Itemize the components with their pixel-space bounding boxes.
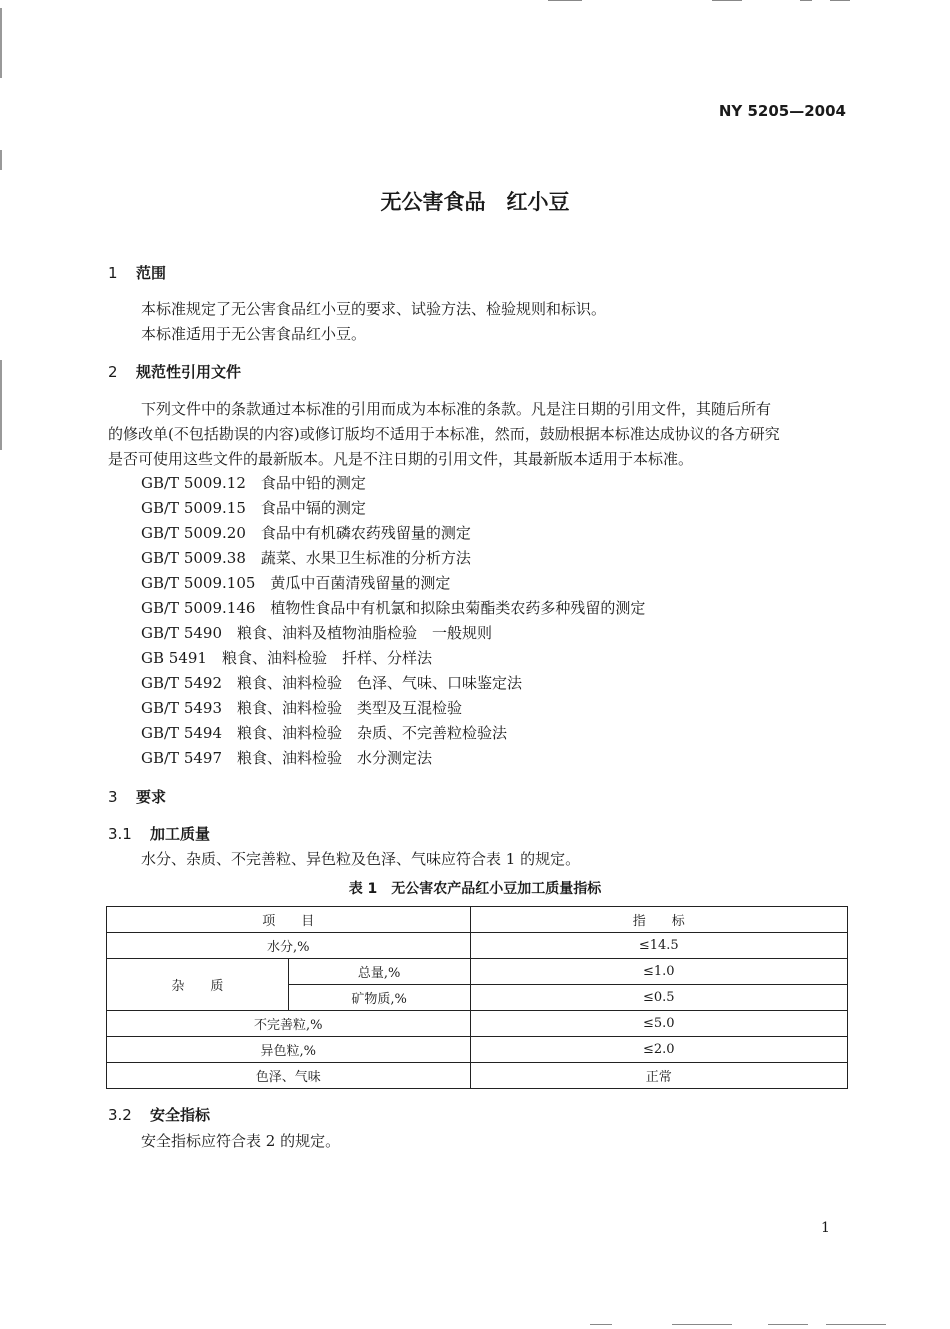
section-number: 2 <box>108 363 118 381</box>
section-title: 加工质量 <box>150 825 211 843</box>
table-header-row <box>107 907 848 933</box>
reference-item: GB/T 5497 粮食、油料检验 水分测定法 <box>141 749 433 767</box>
paragraph-line: 是否可使用这些文件的最新版本。凡是不注日期的引用文件，其最新版本适用于本标准。 <box>108 450 694 468</box>
section-3-heading <box>108 786 166 807</box>
row-value: ≤14.5 <box>470 933 847 959</box>
subsection-3-2-heading <box>108 1104 210 1125</box>
scan-top-dash <box>830 0 850 1</box>
table-caption: 表 1 无公害农产品红小豆加工质量指标 <box>348 881 602 897</box>
page-number: 1 <box>821 1220 830 1236</box>
table-row <box>107 1063 848 1089</box>
reference-item: GB/T 5494 粮食、油料检验 杂质、不完善粒检验法 <box>141 724 508 742</box>
row-value: ≤5.0 <box>470 1011 847 1037</box>
paragraph: 水分、杂质、不完善粒、异色粒及色泽、气味应符合表 1 的规定。 <box>141 850 581 868</box>
reference-item: GB 5491 粮食、油料检验 扦样、分样法 <box>141 649 432 667</box>
row-label: 水分,% <box>107 933 471 959</box>
scan-top-dash <box>712 0 742 1</box>
scan-edge-mark <box>0 360 2 450</box>
row-value: ≤1.0 <box>470 959 847 985</box>
header-cell-item: 项 目 <box>107 907 471 933</box>
reference-item: GB/T 5009.105 黄瓜中百菌清残留量的测定 <box>141 574 451 592</box>
scan-bottom-dash <box>768 1324 808 1325</box>
reference-item: GB/T 5009.20 食品中有机磷农药残留量的测定 <box>141 524 471 542</box>
paragraph-line: 下列文件中的条款通过本标准的引用而成为本标准的条款。凡是注日期的引用文件，其随后所有 <box>141 400 772 418</box>
row-value: ≤2.0 <box>470 1037 847 1063</box>
reference-item: GB/T 5009.15 食品中镉的测定 <box>141 499 366 517</box>
row-value: ≤0.5 <box>470 985 847 1011</box>
scan-edge-mark <box>0 8 2 78</box>
row-value: 正常 <box>470 1063 847 1089</box>
row-label: 不完善粒,% <box>107 1011 471 1037</box>
section-number: 1 <box>108 264 118 282</box>
reference-item: GB/T 5492 粮食、油料检验 色泽、气味、口味鉴定法 <box>141 674 523 692</box>
section-1-heading <box>108 262 166 283</box>
table-row <box>107 1011 848 1037</box>
reference-item: GB/T 5493 粮食、油料检验 类型及互混检验 <box>141 699 463 717</box>
scan-bottom-dash <box>672 1324 732 1325</box>
row-sublabel: 矿物质,% <box>288 985 470 1011</box>
row-sublabel: 总量,% <box>288 959 470 985</box>
table-row <box>107 1037 848 1063</box>
reference-item: GB/T 5009.38 蔬菜、水果卫生标准的分析方法 <box>141 549 471 567</box>
row-label: 异色粒,% <box>107 1037 471 1063</box>
quality-index-table <box>106 906 848 1089</box>
reference-item: GB/T 5009.12 食品中铅的测定 <box>141 474 366 492</box>
section-title: 要求 <box>136 788 167 806</box>
paragraph: 安全指标应符合表 2 的规定。 <box>141 1132 341 1150</box>
table-row <box>107 933 848 959</box>
scan-top-dash <box>548 0 582 1</box>
scan-top-dash <box>800 0 812 1</box>
section-title: 规范性引用文件 <box>136 363 242 381</box>
section-number: 3.2 <box>108 1106 132 1124</box>
standard-code: NY 5205—2004 <box>718 102 846 120</box>
paragraph: 本标准规定了无公害食品红小豆的要求、试验方法、检验规则和标识。 <box>141 300 607 318</box>
section-2-heading <box>108 361 241 382</box>
reference-item: GB/T 5009.146 植物性食品中有机氯和拟除虫菊酯类农药多种残留的测定 <box>141 599 646 617</box>
table-row <box>107 959 848 985</box>
reference-item: GB/T 5490 粮食、油料及植物油脂检验 一般规则 <box>141 624 493 642</box>
header-cell-index: 指 标 <box>470 907 847 933</box>
row-label: 色泽、气味 <box>107 1063 471 1089</box>
section-title: 范围 <box>136 264 167 282</box>
section-title: 安全指标 <box>150 1106 211 1124</box>
paragraph-line: 的修改单(不包括勘误的内容)或修订版均不适用于本标准，然而，鼓励根据本标准达成协议的各方研究 <box>108 425 780 443</box>
row-group-label: 杂 质 <box>107 959 289 1011</box>
document-title: 无公害食品 红小豆 <box>380 190 570 214</box>
section-number: 3.1 <box>108 825 132 843</box>
subsection-3-1-heading <box>108 823 210 844</box>
scan-edge-mark <box>0 150 2 170</box>
section-number: 3 <box>108 788 118 806</box>
scan-bottom-dash <box>590 1324 612 1325</box>
scan-bottom-dash <box>826 1324 886 1325</box>
paragraph: 本标准适用于无公害食品红小豆。 <box>141 325 367 343</box>
